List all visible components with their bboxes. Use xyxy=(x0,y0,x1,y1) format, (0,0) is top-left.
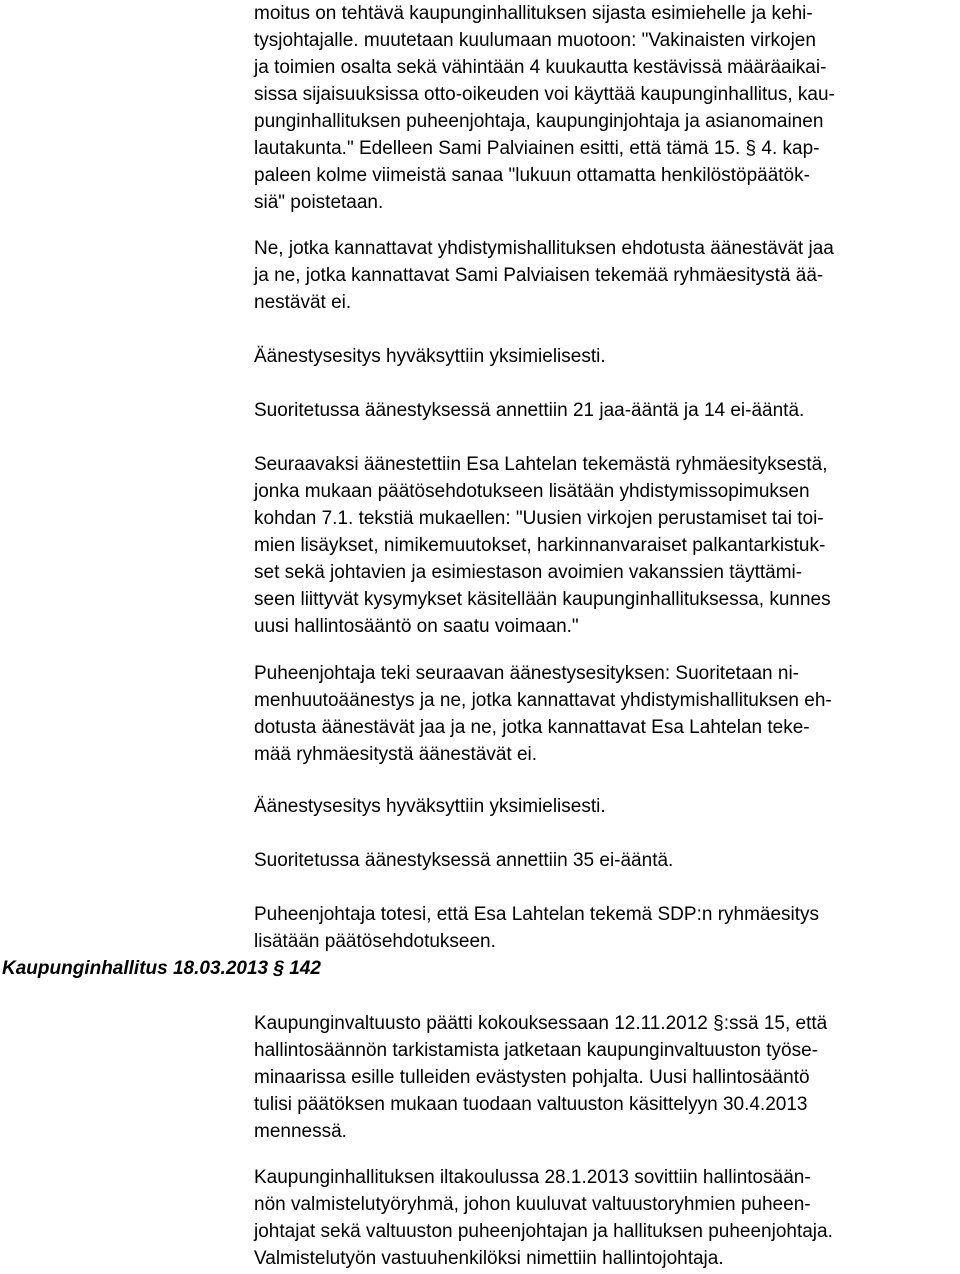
paragraph-line: hallintosäännön tarkistamista jatketaan kaupunginvaltuuston työse- xyxy=(254,1040,819,1061)
paragraph-line: moitus on tehtävä kaupunginhallituksen sijasta esimiehelle ja kehi- xyxy=(254,3,813,24)
paragraph xyxy=(254,343,960,370)
paragraph-line: mää ryhmäesitystä äänestävät ei. xyxy=(254,744,538,765)
paragraph-line: sissa sijaisuuksissa otto-oikeuden voi käyttää kaupunginhallitus, kau- xyxy=(254,84,835,105)
section-heading: Kaupunginhallitus 18.03.2013 § 142 xyxy=(2,958,321,979)
paragraph-line: siä" poistetaan. xyxy=(254,192,384,213)
paragraph xyxy=(254,1010,960,1145)
paragraph-line: ja toimien osalta sekä vähintään 4 kuukautta kestävissä määräaikai- xyxy=(254,57,827,78)
paragraph-line: tulisi päätöksen mukaan tuodaan valtuuston käsittelyyn 30.4.2013 xyxy=(254,1094,808,1115)
paragraph-line: menhuutoäänestys ja ne, jotka kannattavat yhdistymishallituksen eh- xyxy=(254,690,832,711)
paragraph-line: tysjohtajalle. muutetaan kuulumaan muotoon: "Vakinaisten virkojen xyxy=(254,30,816,51)
paragraph xyxy=(254,793,960,820)
paragraph-line: set sekä johtavien ja esimiestason avoimien vakanssien täyttämi- xyxy=(254,562,803,583)
paragraph-line: Äänestysesitys hyväksyttiin yksimielisesti. xyxy=(254,346,606,367)
paragraph-line: kohdan 7.1. tekstiä mukaellen: "Uusien virkojen perustamiset tai toi- xyxy=(254,508,824,529)
paragraph xyxy=(254,660,960,768)
paragraph-line: Seuraavaksi äänestettiin Esa Lahtelan tekemästä ryhmäesityksestä, xyxy=(254,454,828,475)
paragraph-line: lautakunta." Edelleen Sami Palviainen esitti, että tämä 15. § 4. kap- xyxy=(254,138,820,159)
paragraph-line: Valmistelutyön vastuuhenkilöksi nimettiin hallintojohtaja. xyxy=(254,1248,724,1269)
paragraph-line: Puheenjohtaja teki seuraavan äänestysesityksen: Suoritetaan ni- xyxy=(254,663,800,684)
paragraph-line: mien lisäykset, nimikemuutokset, harkinnanvaraiset palkantarkistuk- xyxy=(254,535,826,556)
paragraph-line: mennessä. xyxy=(254,1121,347,1142)
paragraph-line: Kaupunginvaltuusto päätti kokouksessaan 12.11.2012 §:ssä 15, että xyxy=(254,1013,828,1034)
paragraph-line: minaarissa esille tulleiden evästysten pohjalta. Uusi hallintosääntö xyxy=(254,1067,810,1088)
paragraph-line: Suoritetussa äänestyksessä annettiin 21 jaa-ääntä ja 14 ei-ääntä. xyxy=(254,400,805,421)
paragraph-line: dotusta äänestävät jaa ja ne, jotka kannattavat Esa Lahtelan teke- xyxy=(254,717,810,738)
paragraph-line: ja ne, jotka kannattavat Sami Palviaisen tekemää ryhmäesitystä ää- xyxy=(254,265,824,286)
paragraph-line: lisätään päätösehdotukseen. xyxy=(254,931,496,952)
paragraph xyxy=(254,397,960,424)
paragraph-line: Äänestysesitys hyväksyttiin yksimielisesti. xyxy=(254,796,606,817)
paragraph xyxy=(254,901,960,955)
paragraph-line: Suoritetussa äänestyksessä annettiin 35 ei-ääntä. xyxy=(254,850,674,871)
paragraph-line: Ne, jotka kannattavat yhdistymishallituksen ehdotusta äänestävät jaa xyxy=(254,238,834,259)
paragraph-line: jonka mukaan päätösehdotukseen lisätään yhdistymissopimuksen xyxy=(254,481,810,502)
paragraph-line: paleen kolme viimeistä sanaa "lukuun ottamatta henkilöstöpäätök- xyxy=(254,165,810,186)
paragraph-line: nestävät ei. xyxy=(254,292,352,313)
paragraph xyxy=(254,451,960,640)
paragraph xyxy=(254,235,960,316)
paragraph-line: nön valmistelutyöryhmä, johon kuuluvat valtuustoryhmien puheen- xyxy=(254,1194,811,1215)
paragraph xyxy=(254,0,960,216)
paragraph-line: seen liittyvät kysymykset käsitellään kaupunginhallituksessa, kunnes xyxy=(254,589,831,610)
paragraph-line: uusi hallintosääntö on saatu voimaan." xyxy=(254,616,579,637)
paragraph-line: Kaupunginhallituksen iltakoulussa 28.1.2013 sovittiin hallintosään- xyxy=(254,1167,811,1188)
paragraph xyxy=(254,1164,960,1272)
paragraph-line: punginhallituksen puheenjohtaja, kaupunginjohtaja ja asianomainen xyxy=(254,111,824,132)
paragraph-line: Puheenjohtaja totesi, että Esa Lahtelan tekemä SDP:n ryhmäesitys xyxy=(254,904,820,925)
paragraph xyxy=(254,847,960,874)
paragraph-line: johtajat sekä valtuuston puheenjohtajan ja hallituksen puheenjohtaja. xyxy=(254,1221,833,1242)
